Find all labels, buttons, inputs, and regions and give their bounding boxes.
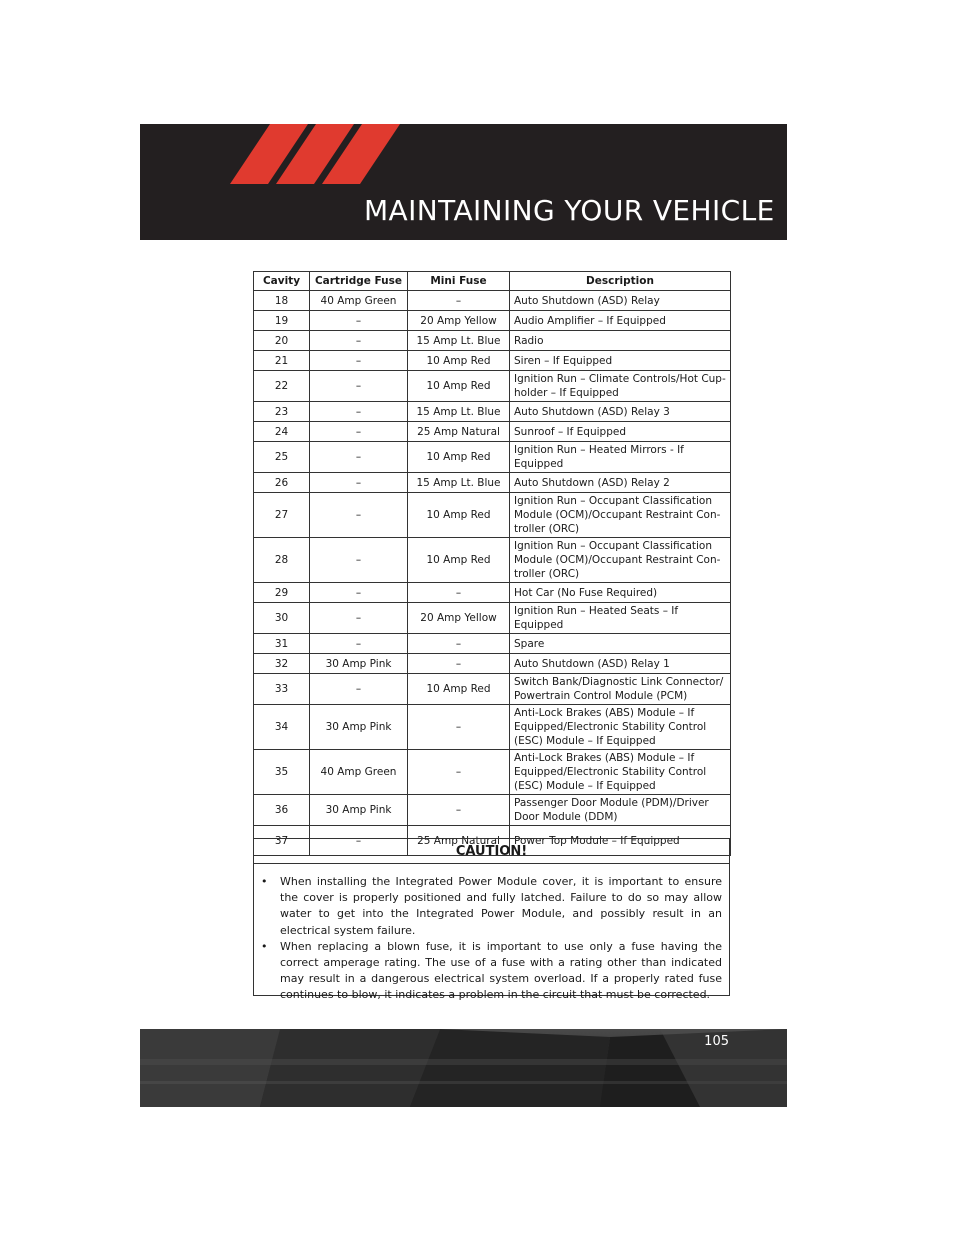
fuse-table xyxy=(253,271,731,856)
cell-mini-fuse: – xyxy=(408,583,510,603)
cell-description: Radio xyxy=(510,331,731,351)
table-row xyxy=(254,351,731,371)
cell-cartridge-fuse: – xyxy=(310,583,408,603)
cell-cartridge-fuse: – xyxy=(310,331,408,351)
table-header-row xyxy=(254,272,731,291)
cell-cavity: 29 xyxy=(254,583,310,603)
cell-cavity: 25 xyxy=(254,442,310,473)
cell-cavity: 18 xyxy=(254,291,310,311)
cell-description: Ignition Run – Occupant Classification Module (OCM)/Occupant Restraint Con-troller (ORC) xyxy=(510,538,731,583)
cell-cartridge-fuse: – xyxy=(310,473,408,493)
caution-box xyxy=(253,838,730,1002)
cell-cavity: 27 xyxy=(254,493,310,538)
cell-mini-fuse: 25 Amp Natural xyxy=(408,422,510,442)
cell-cavity: 30 xyxy=(254,603,310,634)
section-header-band xyxy=(140,124,787,240)
cell-description: Anti-Lock Brakes (ABS) Module – If Equipped/Electronic Stability Control (ESC) Module – If Equipped xyxy=(510,705,731,750)
table-row xyxy=(254,705,731,750)
column-header-mini-fuse: Mini Fuse xyxy=(408,272,510,291)
caution-item xyxy=(261,939,722,1004)
table-row xyxy=(254,674,731,705)
cell-mini-fuse: 20 Amp Yellow xyxy=(408,603,510,634)
cell-mini-fuse: 10 Amp Red xyxy=(408,371,510,402)
cell-description: Sunroof – If Equipped xyxy=(510,422,731,442)
cell-cartridge-fuse: – xyxy=(310,826,408,856)
table-row xyxy=(254,603,731,634)
cell-description: Ignition Run – Heated Mirrors - If Equipped xyxy=(510,442,731,473)
cell-description: Switch Bank/Diagnostic Link Connector/ Powertrain Control Module (PCM) xyxy=(510,674,731,705)
cell-cartridge-fuse: 30 Amp Pink xyxy=(310,795,408,826)
cell-mini-fuse: 15 Amp Lt. Blue xyxy=(408,473,510,493)
caution-item-text: When installing the Integrated Power Module cover, it is important to ensure the cover is properly positioned and fully latched. Failure to do so may allow water to get into the Integrated Power Module, and possibly result in an electrical system failure. xyxy=(280,875,722,937)
table-row xyxy=(254,371,731,402)
table-row xyxy=(254,331,731,351)
caution-item-text: When replacing a blown fuse, it is important to use only a fuse having the correct amperage rating. The use of a fuse with a rating other than indicated may result in a dangerous electrical system overload. If a properly rated fuse continues to blow, it indicates a problem in the circuit that must be corrected. xyxy=(280,939,722,1002)
column-header-cartridge-fuse: Cartridge Fuse xyxy=(310,272,408,291)
cell-mini-fuse: – xyxy=(408,654,510,674)
cell-description: Auto Shutdown (ASD) Relay 1 xyxy=(510,654,731,674)
page-number: 105 xyxy=(704,1034,729,1049)
cell-cavity: 21 xyxy=(254,351,310,371)
cell-cartridge-fuse: – xyxy=(310,422,408,442)
cell-description: Passenger Door Module (PDM)/Driver Door Module (DDM) xyxy=(510,795,731,826)
table-row xyxy=(254,493,731,538)
cell-description: Anti-Lock Brakes (ABS) Module – If Equipped/Electronic Stability Control (ESC) Module – If Equipped xyxy=(510,750,731,795)
cell-cartridge-fuse: – xyxy=(310,674,408,705)
cell-mini-fuse: – xyxy=(408,705,510,750)
cell-description: Hot Car (No Fuse Required) xyxy=(510,583,731,603)
table-row xyxy=(254,422,731,442)
cell-cartridge-fuse: – xyxy=(310,371,408,402)
cell-description: Auto Shutdown (ASD) Relay xyxy=(510,291,731,311)
footer-photo-art xyxy=(140,1029,787,1107)
cell-description: Ignition Run – Heated Seats – If Equipped xyxy=(510,603,731,634)
cell-mini-fuse: – xyxy=(408,795,510,826)
cell-mini-fuse: 10 Amp Red xyxy=(408,351,510,371)
cell-cartridge-fuse: – xyxy=(310,351,408,371)
cell-mini-fuse: 10 Amp Red xyxy=(408,493,510,538)
cell-cavity: 37 xyxy=(254,826,310,856)
table-row xyxy=(254,442,731,473)
footer-band xyxy=(140,1029,787,1107)
cell-cavity: 26 xyxy=(254,473,310,493)
table-row xyxy=(254,473,731,493)
cell-cartridge-fuse: 40 Amp Green xyxy=(310,750,408,795)
cell-cavity: 19 xyxy=(254,311,310,331)
cell-mini-fuse: – xyxy=(408,291,510,311)
cell-cartridge-fuse: – xyxy=(310,402,408,422)
cell-mini-fuse: 20 Amp Yellow xyxy=(408,311,510,331)
cell-cartridge-fuse: 40 Amp Green xyxy=(310,291,408,311)
column-header-description: Description xyxy=(510,272,731,291)
cell-cartridge-fuse: – xyxy=(310,538,408,583)
caution-item xyxy=(261,874,722,939)
cell-description: Power Top Module – If Equipped xyxy=(510,826,731,856)
caution-list xyxy=(261,874,722,1004)
cell-cavity: 23 xyxy=(254,402,310,422)
cell-mini-fuse: 15 Amp Lt. Blue xyxy=(408,331,510,351)
cell-cavity: 35 xyxy=(254,750,310,795)
cell-description: Ignition Run – Climate Controls/Hot Cup-holder – If Equipped xyxy=(510,371,731,402)
cell-cartridge-fuse: – xyxy=(310,493,408,538)
cell-cavity: 33 xyxy=(254,674,310,705)
cell-cartridge-fuse: – xyxy=(310,634,408,654)
cell-description: Auto Shutdown (ASD) Relay 3 xyxy=(510,402,731,422)
table-row xyxy=(254,538,731,583)
cell-mini-fuse: 10 Amp Red xyxy=(408,674,510,705)
table-row xyxy=(254,311,731,331)
table-row xyxy=(254,583,731,603)
cell-mini-fuse: 10 Amp Red xyxy=(408,442,510,473)
fuse-table-body xyxy=(254,291,731,856)
cell-cartridge-fuse: – xyxy=(310,603,408,634)
bullet-icon: • xyxy=(261,875,268,888)
cell-cavity: 34 xyxy=(254,705,310,750)
cell-description: Audio Amplifier – If Equipped xyxy=(510,311,731,331)
cell-cartridge-fuse: – xyxy=(310,311,408,331)
table-row xyxy=(254,654,731,674)
table-row xyxy=(254,291,731,311)
cell-cartridge-fuse: – xyxy=(310,442,408,473)
cell-cavity: 36 xyxy=(254,795,310,826)
cell-cartridge-fuse: 30 Amp Pink xyxy=(310,705,408,750)
cell-cartridge-fuse: 30 Amp Pink xyxy=(310,654,408,674)
cell-cavity: 32 xyxy=(254,654,310,674)
bullet-icon: • xyxy=(261,939,268,953)
cell-cavity: 31 xyxy=(254,634,310,654)
cell-cavity: 28 xyxy=(254,538,310,583)
section-title: MAINTAINING YOUR VEHICLE xyxy=(364,194,775,227)
cell-mini-fuse: 10 Amp Red xyxy=(408,538,510,583)
table-row xyxy=(254,795,731,826)
cell-cavity: 22 xyxy=(254,371,310,402)
table-row xyxy=(254,402,731,422)
caution-heading: CAUTION! xyxy=(254,839,729,864)
cell-description: Siren – If Equipped xyxy=(510,351,731,371)
table-row xyxy=(254,750,731,795)
cell-description: Auto Shutdown (ASD) Relay 2 xyxy=(510,473,731,493)
cell-cavity: 20 xyxy=(254,331,310,351)
cell-cavity: 24 xyxy=(254,422,310,442)
column-header-cavity: Cavity xyxy=(254,272,310,291)
table-row xyxy=(254,634,731,654)
cell-description: Ignition Run – Occupant Classification Module (OCM)/Occupant Restraint Con-troller (ORC) xyxy=(510,493,731,538)
cell-mini-fuse: – xyxy=(408,634,510,654)
cell-description: Spare xyxy=(510,634,731,654)
cell-mini-fuse: 15 Amp Lt. Blue xyxy=(408,402,510,422)
cell-mini-fuse: – xyxy=(408,750,510,795)
cell-mini-fuse: 25 Amp Natural xyxy=(408,826,510,856)
